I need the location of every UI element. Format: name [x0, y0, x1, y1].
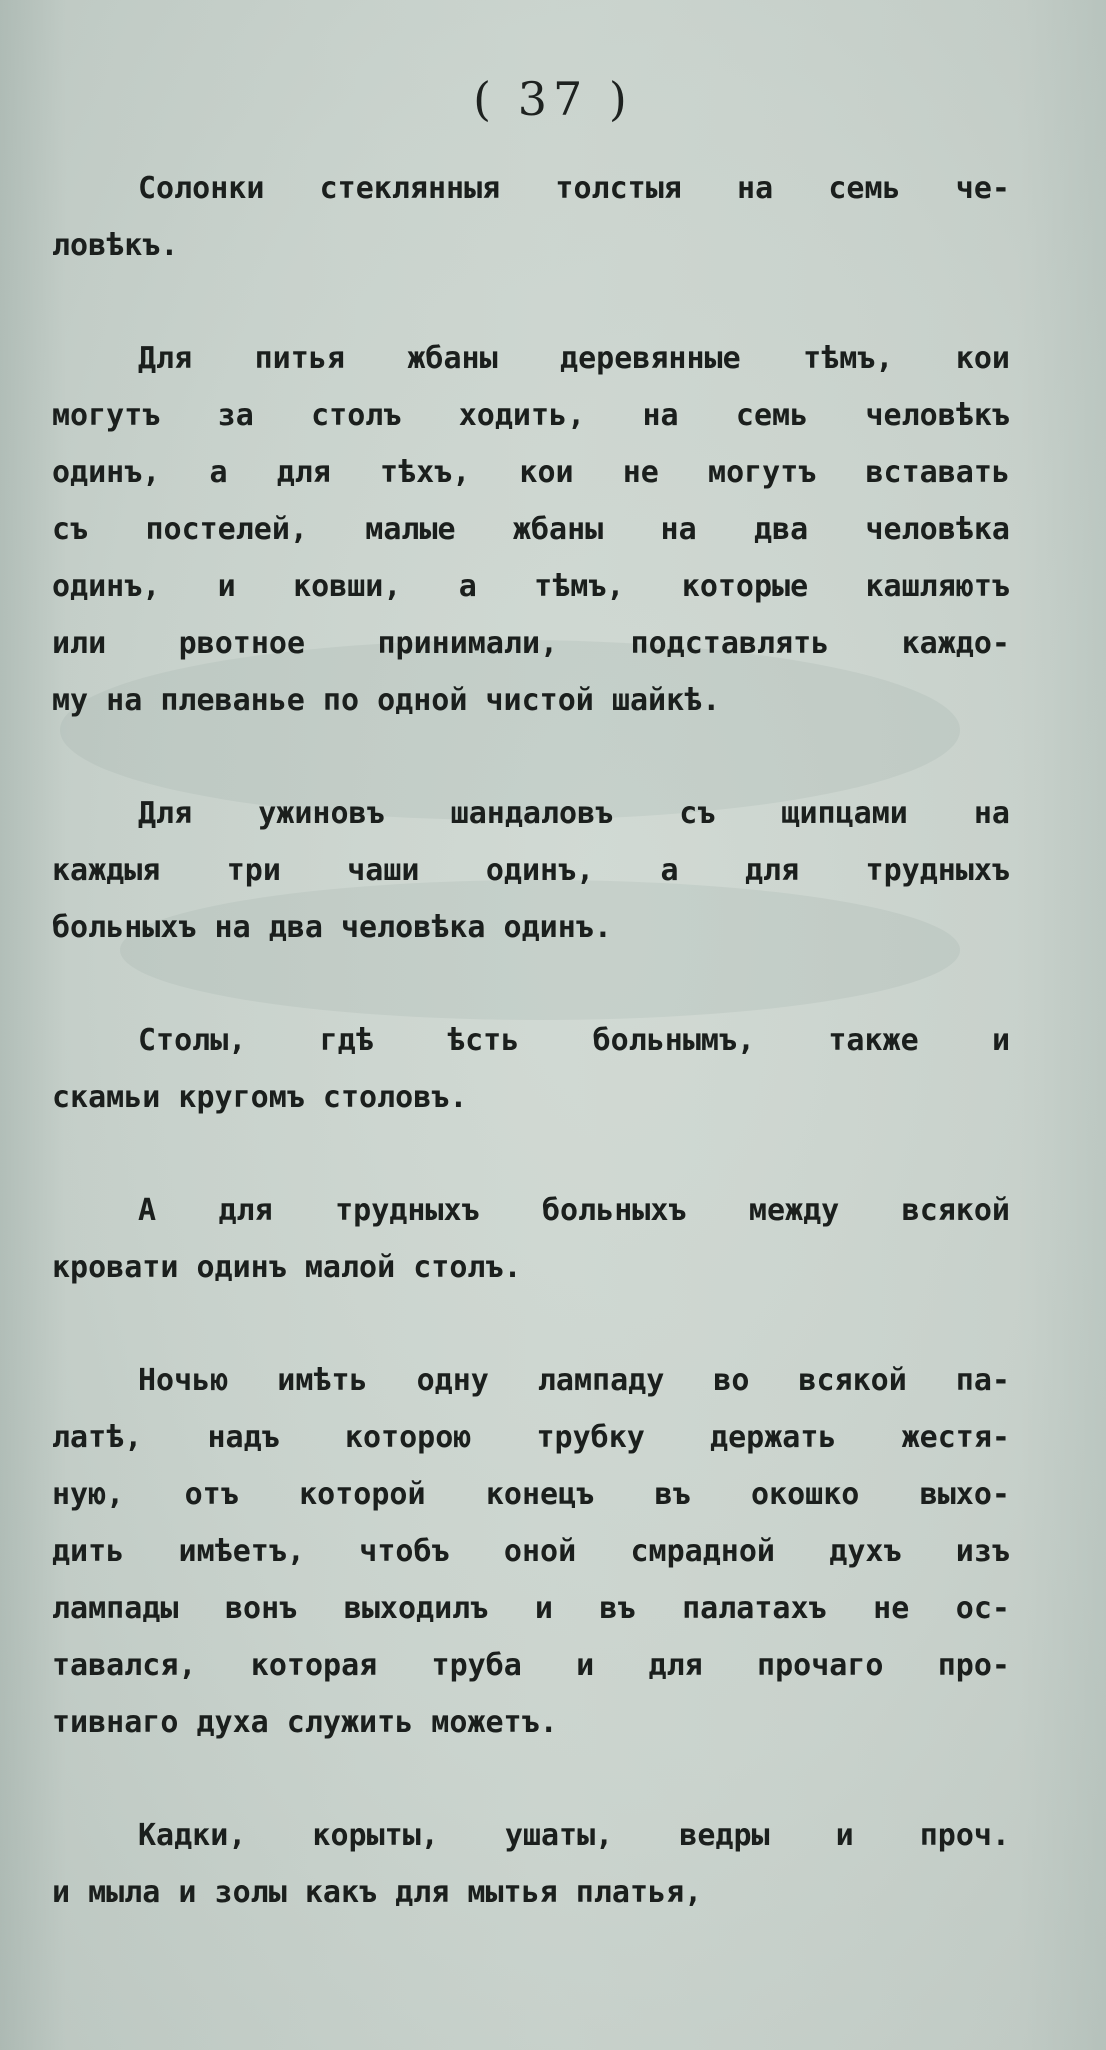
text-line: Ночью имѣть одну лампаду во всякой па-: [138, 1363, 1010, 1398]
text-line: му на плеванье по одной чистой шайкѣ.: [52, 683, 721, 718]
text-paragraph: [52, 160, 1010, 274]
text-line: Столы, гдѣ ѣсть больнымъ, также и: [138, 1023, 1010, 1058]
text-line: лампады вонъ выходилъ и въ палатахъ не ос-: [52, 1591, 1010, 1626]
page-number: ( 37 ): [473, 72, 633, 126]
text-line: А для трудныхъ больныхъ между всякой: [138, 1193, 1010, 1228]
text-line: Для питья жбаны деревянные тѣмъ, кои: [138, 341, 1010, 376]
text-line: Кадки, корыты, ушаты, ведры и проч.: [138, 1818, 1010, 1853]
text-line: и мыла и золы какъ для мытья платья,: [52, 1875, 703, 1910]
text-line: одинъ, а для тѣхъ, кои не могутъ вставать: [52, 455, 1010, 490]
text-line: ную, отъ которой конецъ въ окошко выхо-: [52, 1477, 1010, 1512]
text-paragraph: [52, 1182, 1010, 1296]
text-line: ловѣкъ.: [52, 228, 179, 263]
text-line: латѣ, надъ которою трубку держать жестя-: [52, 1420, 1010, 1455]
text-paragraph: [52, 785, 1010, 956]
text-line: больныхъ на два человѣка одинъ.: [52, 910, 612, 945]
text-line: могутъ за столъ ходить, на семь человѣкъ: [52, 398, 1010, 433]
page-body-text: [52, 160, 1010, 1977]
text-line: одинъ, и ковши, а тѣмъ, которые кашляютъ: [52, 569, 1010, 604]
text-line: или рвотное принимали, подставлять каждо-: [52, 626, 1010, 661]
text-line: каждыя три чаши одинъ, а для трудныхъ: [52, 853, 1010, 888]
text-line: тивнаго духа служить можетъ.: [52, 1705, 558, 1740]
text-line: Для ужиновъ шандаловъ съ щипцами на: [138, 796, 1010, 831]
text-line: кровати одинъ малой столъ.: [52, 1250, 522, 1285]
text-line: тавался, которая труба и для прочаго про-: [52, 1648, 1010, 1683]
text-paragraph: [52, 1807, 1010, 1921]
text-paragraph: [52, 1012, 1010, 1126]
text-paragraph: [52, 1352, 1010, 1751]
text-line: Солонки стеклянныя толстыя на семь че-: [138, 171, 1010, 206]
text-paragraph: [52, 330, 1010, 729]
text-line: съ постелей, малые жбаны на два человѣка: [52, 512, 1010, 547]
text-line: дить имѣетъ, чтобъ оной смрадной духъ изъ: [52, 1534, 1010, 1569]
text-line: скамьи кругомъ столовъ.: [52, 1080, 468, 1115]
